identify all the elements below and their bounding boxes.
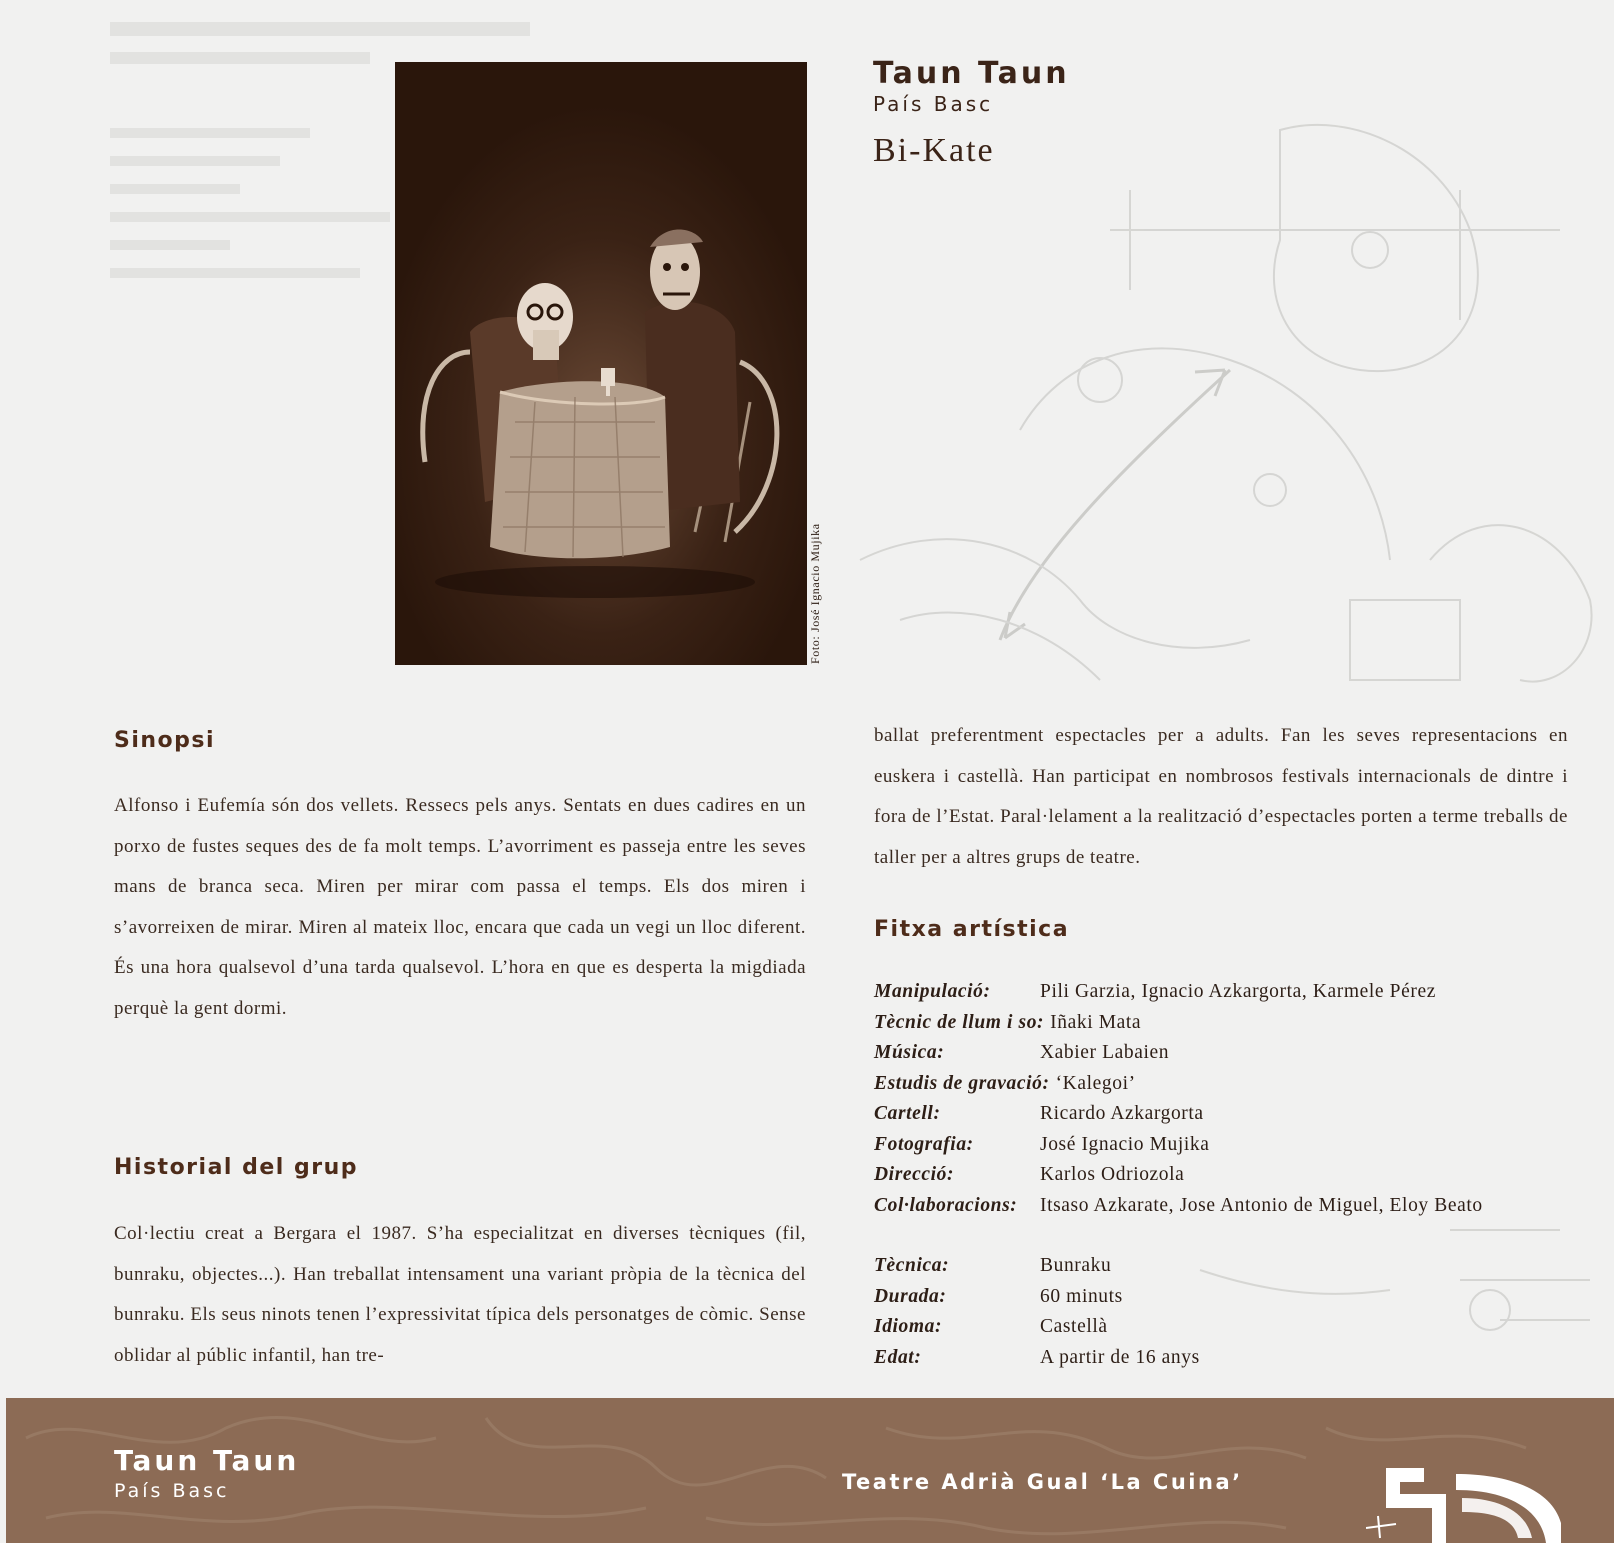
footer-company-region: País Basc — [114, 1480, 230, 1502]
show-title: Bi-Kate — [873, 132, 995, 169]
historial-text-left: Col·lectiu creat a Bergara el 1987. S’ha especialitzat en diverses tècniques (fil, bunraku, objectes...). Han treballat intensament una variant pròpia de la tècnica del bunraku. Els seus ninots tenen l’expressivitat típica dels personatges de còmic. Sense oblidar al públic infantil, han tre- — [114, 1223, 806, 1366]
credit-label: Col·laboracions: — [874, 1194, 1018, 1216]
tech-value: Castellà — [1040, 1316, 1108, 1337]
credit-value: Pili Garzia, Ignacio Azkargorta, Karmele Pérez — [1040, 981, 1436, 1002]
tech-value: 60 minuts — [1040, 1285, 1123, 1307]
footer-band — [6, 1398, 1614, 1543]
tech-value: A partir de 16 anys — [1040, 1346, 1200, 1368]
credit-value: Ricardo Azkargorta — [1040, 1103, 1204, 1124]
footer-company-name: Taun Taun — [114, 1444, 300, 1477]
tech-row-durada — [874, 1282, 1574, 1313]
credit-row-tecnic — [874, 1008, 1574, 1039]
tech-label: Tècnica: — [874, 1255, 950, 1276]
credit-value: José Ignacio Mujika — [1040, 1133, 1210, 1155]
credit-value: Itsaso Azkarate, Jose Antonio de Miguel, Eloy Beato — [1040, 1194, 1483, 1216]
credit-row-direccio — [874, 1160, 1574, 1191]
photo-credit: Foto: José Ignacio Mujika — [808, 523, 822, 664]
credit-label: Estudis de gravació: — [874, 1072, 1050, 1094]
company-region: País Basc — [873, 92, 994, 116]
tech-row-tecnica — [874, 1251, 1574, 1282]
credit-row-musica — [874, 1038, 1574, 1069]
credit-row-collaboracions — [874, 1191, 1574, 1222]
credits-list — [874, 977, 1574, 1221]
sinopsi-text: Alfonso i Eufemía són dos vellets. Ressecs pels anys. Sentats en dues cadires en un porxo de fustes seques des de fa molt temps. L’avorriment es passeja entre les seves mans de branca seca. Miren per mirar com passa el temps. Els dos miren i s’avorreixen de mirar. Miren al mateix lloc, encara que cada un vegi un lloc diferent. És una hora qualsevol d’una tarda qualsevol. L’hora en que es desperta la migdiada perquè la gent dormi. — [114, 795, 806, 1019]
credit-row-manipulacio — [874, 977, 1574, 1008]
tech-row-idioma — [874, 1312, 1574, 1343]
footer-venue-name: Teatre Adrià Gual ‘La Cuina’ — [842, 1470, 1243, 1494]
tech-value: Bunraku — [1040, 1255, 1112, 1276]
fitxa-heading: Fitxa artística — [874, 917, 1070, 942]
credit-label: Cartell: — [874, 1103, 941, 1124]
credit-row-cartell — [874, 1099, 1574, 1130]
credit-label: Direcció: — [874, 1164, 955, 1185]
credit-row-estudis — [874, 1069, 1574, 1100]
credit-label: Manipulació: — [874, 981, 991, 1002]
historial-text-right: ballat preferentment espectacles per a adults. Fan les seves representacions en euskera i castellà. Han participat en nombrosos festivals internacionals de dintre i fora de l’Estat. Paral·lelament a la realització d’espectacles porten a terme treballs de taller per a altres grups de teatre. — [874, 725, 1568, 868]
credit-value: Karlos Odriozola — [1040, 1164, 1185, 1185]
puppets-illustration — [395, 62, 807, 665]
credit-row-fotografia — [874, 1130, 1574, 1161]
tech-label: Edat: — [874, 1346, 922, 1368]
production-photo — [395, 62, 807, 665]
venue-logo-icon — [1366, 1468, 1566, 1543]
sinopsi-heading: Sinopsi — [114, 728, 216, 753]
technical-details — [874, 1251, 1574, 1373]
tech-label: Idioma: — [874, 1316, 943, 1337]
tech-label: Durada: — [874, 1285, 947, 1307]
historial-heading: Historial del grup — [114, 1155, 358, 1180]
credit-label: Tècnic de llum i so: — [874, 1011, 1045, 1033]
credit-value: Xabier Labaien — [1040, 1042, 1170, 1063]
credit-value: ‘Kalegoi’ — [1055, 1072, 1136, 1094]
credit-label: Fotografia: — [874, 1133, 974, 1155]
company-name: Taun Taun — [873, 56, 1070, 91]
credit-value: Iñaki Mata — [1050, 1011, 1142, 1033]
credit-label: Música: — [874, 1042, 945, 1063]
tech-row-edat — [874, 1343, 1574, 1374]
